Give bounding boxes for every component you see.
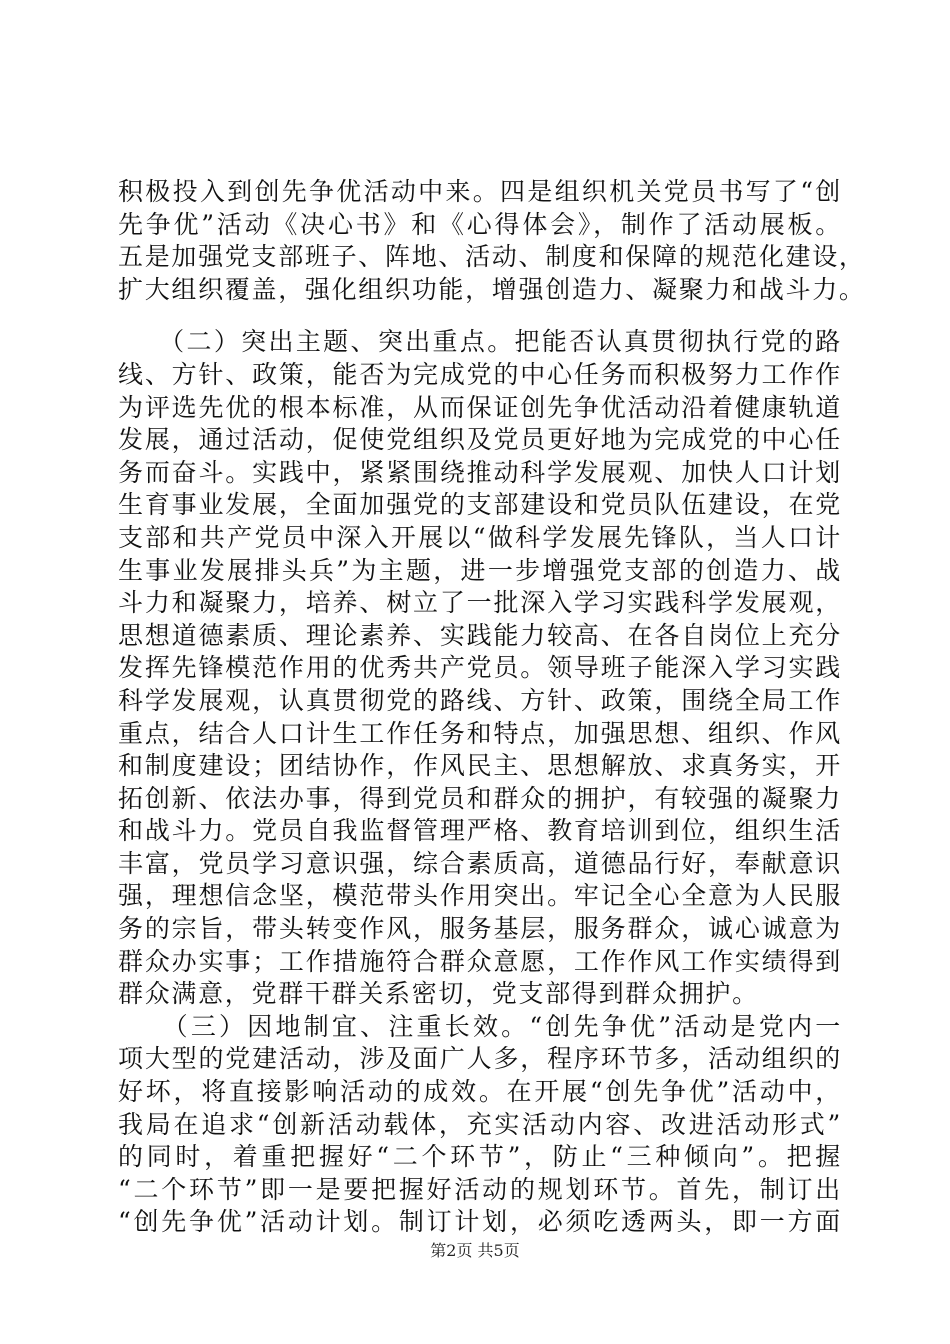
text-line: 重点，结合人口计生工作任务和特点，加强思想、组织、作风 bbox=[118, 718, 842, 748]
paragraph-2 bbox=[118, 326, 842, 1010]
text-line: 五是加强党支部班子、阵地、活动、制度和保障的规范化建设， bbox=[118, 242, 866, 272]
text-line: 发挥先锋模范作用的优秀共产党员。领导班子能深入学习实践 bbox=[118, 653, 842, 683]
text-line: （三）因地制宜、注重长效。“创先争优”活动是党内一 bbox=[118, 1011, 842, 1041]
text-line: 好坏，将直接影响活动的成效。在开展“创先争优”活动中， bbox=[118, 1077, 842, 1107]
text-line: 务的宗旨，带头转变作风，服务基层，服务群众，诚心诚意为 bbox=[118, 914, 842, 944]
text-line: 先争优”活动《决心书》和《心得体会》，制作了活动展板。 bbox=[118, 209, 842, 239]
text-line: 拓创新、依法办事，得到党员和群众的拥护，有较强的凝聚力 bbox=[118, 783, 842, 813]
text-line: 发展，通过活动，促使党组织及党员更好地为完成党的中心任 bbox=[118, 425, 842, 455]
text-line: 务而奋斗。实践中，紧紧围绕推动科学发展观、加快人口计划 bbox=[118, 457, 842, 487]
text-line: 群众满意，党群干群关系密切，党支部得到群众拥护。 bbox=[118, 979, 759, 1009]
text-line: 群众办实事；工作措施符合群众意愿，工作作风工作实绩得到 bbox=[118, 946, 842, 976]
text-line: 项大型的党建活动，涉及面广人多，程序环节多，活动组织的 bbox=[118, 1044, 842, 1074]
paragraph-3 bbox=[118, 1011, 842, 1239]
text-line: 和制度建设；团结协作，作风民主、思想解放、求真务实，开 bbox=[118, 751, 842, 781]
text-line: 积极投入到创先争优活动中来。四是组织机关党员书写了“创 bbox=[118, 177, 842, 206]
text-line: 的同时，着重把握好“二个环节”，防止“三种倾向”。把握 bbox=[118, 1142, 842, 1172]
text-line: 思想道德素质、理论素养、实践能力较高、在各自岗位上充分 bbox=[118, 620, 842, 650]
paragraph-1 bbox=[118, 176, 866, 306]
page-number-footer: 第2页 共5页 bbox=[430, 1241, 520, 1260]
text-line: 扩大组织覆盖，强化组织功能，增强创造力、凝聚力和战斗力。 bbox=[118, 274, 866, 304]
text-line: （二）突出主题、突出重点。把能否认真贯彻执行党的路 bbox=[118, 327, 842, 357]
text-line: 我局在追求“创新活动载体，充实活动内容、改进活动形式” bbox=[118, 1109, 842, 1139]
text-line: “创先争优”活动计划。制订计划，必须吃透两头，即一方面 bbox=[118, 1207, 842, 1237]
text-line: 斗力和凝聚力，培养、树立了一批深入学习实践科学发展观， bbox=[118, 588, 842, 618]
paragraph-spacer bbox=[118, 306, 842, 326]
text-line: 生事业发展排头兵”为主题，进一步增强党支部的创造力、战 bbox=[118, 555, 842, 585]
text-line: 强，理想信念坚，模范带头作用突出。牢记全心全意为人民服 bbox=[118, 881, 842, 911]
text-line: 科学发展观，认真贯彻党的路线、方针、政策，围绕全局工作 bbox=[118, 685, 842, 715]
text-line: 和战斗力。党员自我监督管理严格、教育培训到位，组织生活 bbox=[118, 816, 842, 846]
text-line: 支部和共产党员中深入开展以“做科学发展先锋队，当人口计 bbox=[118, 522, 842, 552]
text-line: “二个环节”即一是要把握好活动的规划环节。首先，制订出 bbox=[118, 1174, 842, 1204]
text-line: 为评选先优的根本标准，从而保证创先争优活动沿着健康轨道 bbox=[118, 392, 842, 422]
document-body bbox=[118, 176, 866, 1239]
text-line: 线、方针、政策，能否为完成党的中心任务而积极努力工作作 bbox=[118, 359, 842, 389]
text-line: 生育事业发展，全面加强党的支部建设和党员队伍建设，在党 bbox=[118, 490, 842, 520]
text-line: 丰富，党员学习意识强，综合素质高，道德品行好，奉献意识 bbox=[118, 848, 842, 878]
